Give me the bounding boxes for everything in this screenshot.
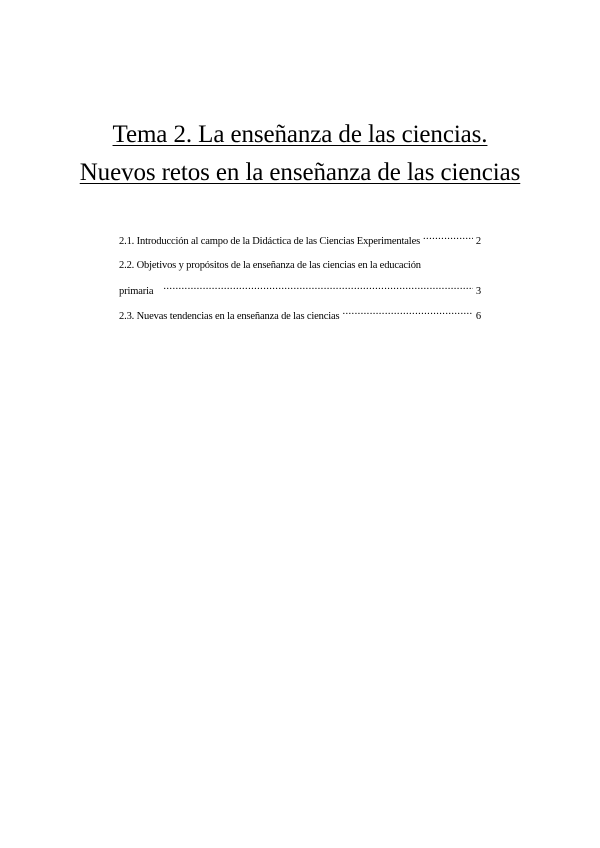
toc-item-text: 2.1. Introducción al campo de la Didáctica de las Ciencias Experimentales bbox=[119, 236, 421, 247]
toc-page-number: 2 bbox=[475, 236, 481, 247]
toc-item-text-line-2: primaria bbox=[119, 286, 154, 297]
toc-item-2-1[interactable] bbox=[119, 232, 481, 250]
table-of-contents bbox=[119, 232, 481, 325]
toc-item-text-line-1: 2.2. Objetivos y propósitos de la enseñanza de las ciencias en la educación bbox=[119, 260, 421, 271]
title-line-1: Tema 2. La enseñanza de las ciencias. bbox=[112, 121, 488, 148]
toc-item-text: 2.3. Nuevas tendencias en la enseñanza de las ciencias bbox=[119, 311, 340, 322]
toc-page-number: 6 bbox=[475, 311, 481, 322]
toc-item-2-2[interactable] bbox=[119, 257, 481, 300]
page-title bbox=[0, 116, 600, 192]
toc-item-2-3[interactable] bbox=[119, 307, 481, 325]
toc-page-number: 3 bbox=[475, 286, 481, 297]
toc-leader-dots bbox=[163, 282, 473, 294]
toc-item-2-2-last-line bbox=[119, 282, 481, 300]
toc-leader-dots bbox=[342, 307, 472, 319]
title-line-2: Nuevos retos en la enseñanza de las ciencias bbox=[79, 159, 521, 186]
toc-leader-dots bbox=[423, 232, 473, 244]
